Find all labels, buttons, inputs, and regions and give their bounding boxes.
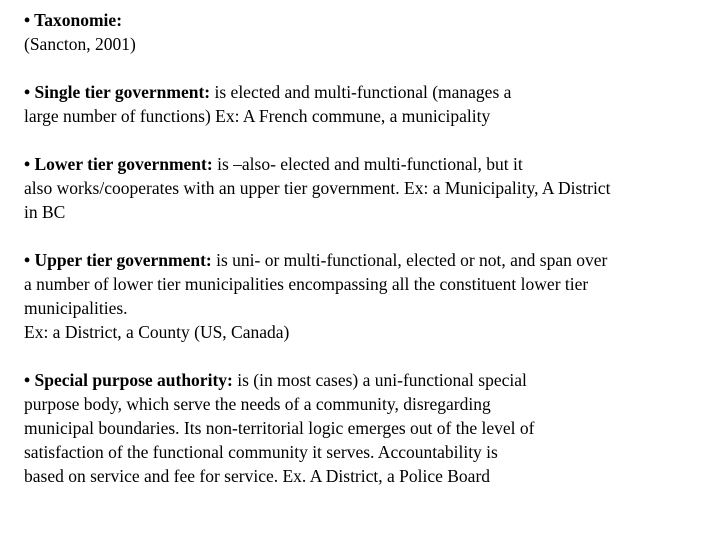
- entry-first-line: [24, 80, 708, 104]
- heading-citation: (Sancton, 2001): [24, 34, 136, 54]
- entry-single-tier: [24, 80, 708, 128]
- heading-block: [24, 8, 708, 56]
- entry-text: is uni- or multi-functional, elected or not, and span over: [211, 250, 608, 270]
- entry-text: is elected and multi-functional (manages a: [210, 82, 512, 102]
- entry-term: • Single tier government:: [24, 82, 211, 102]
- heading-title: • Taxonomie:: [24, 10, 123, 30]
- entry-text: municipalities.: [24, 298, 128, 318]
- entry-first-line: [24, 248, 708, 272]
- entry-text: is (in most cases) a uni-functional special: [232, 370, 527, 390]
- entry-text: purpose body, which serve the needs of a community, disregarding: [24, 394, 491, 414]
- entry-text: municipal boundaries. Its non-territorial logic emerges out of the level of: [24, 418, 535, 438]
- entry-text: based on service and fee for service. Ex. A District, a Police Board: [24, 466, 491, 486]
- entry-text: satisfaction of the functional community it serves. Accountability is: [24, 442, 498, 462]
- entry-text: Ex: a District, a County (US, Canada): [24, 322, 290, 342]
- entry-text: also works/cooperates with an upper tier government. Ex: a Municipality, A District: [24, 178, 611, 198]
- entry-first-line: [24, 368, 708, 392]
- document-page: [24, 8, 708, 488]
- entry-special-purpose: [24, 368, 708, 488]
- entry-text: large number of functions) Ex: A French commune, a municipality: [24, 106, 491, 126]
- entry-term: • Lower tier government:: [24, 154, 213, 174]
- entry-upper-tier: [24, 248, 708, 344]
- entry-text: a number of lower tier municipalities encompassing all the constituent lower tier: [24, 274, 589, 294]
- entry-term: • Upper tier government:: [24, 250, 212, 270]
- entry-term: • Special purpose authority:: [24, 370, 233, 390]
- entry-text: is –also- elected and multi-functional, but it: [212, 154, 523, 174]
- entry-lower-tier: [24, 152, 708, 224]
- entry-first-line: [24, 152, 708, 176]
- entry-text: in BC: [24, 202, 66, 222]
